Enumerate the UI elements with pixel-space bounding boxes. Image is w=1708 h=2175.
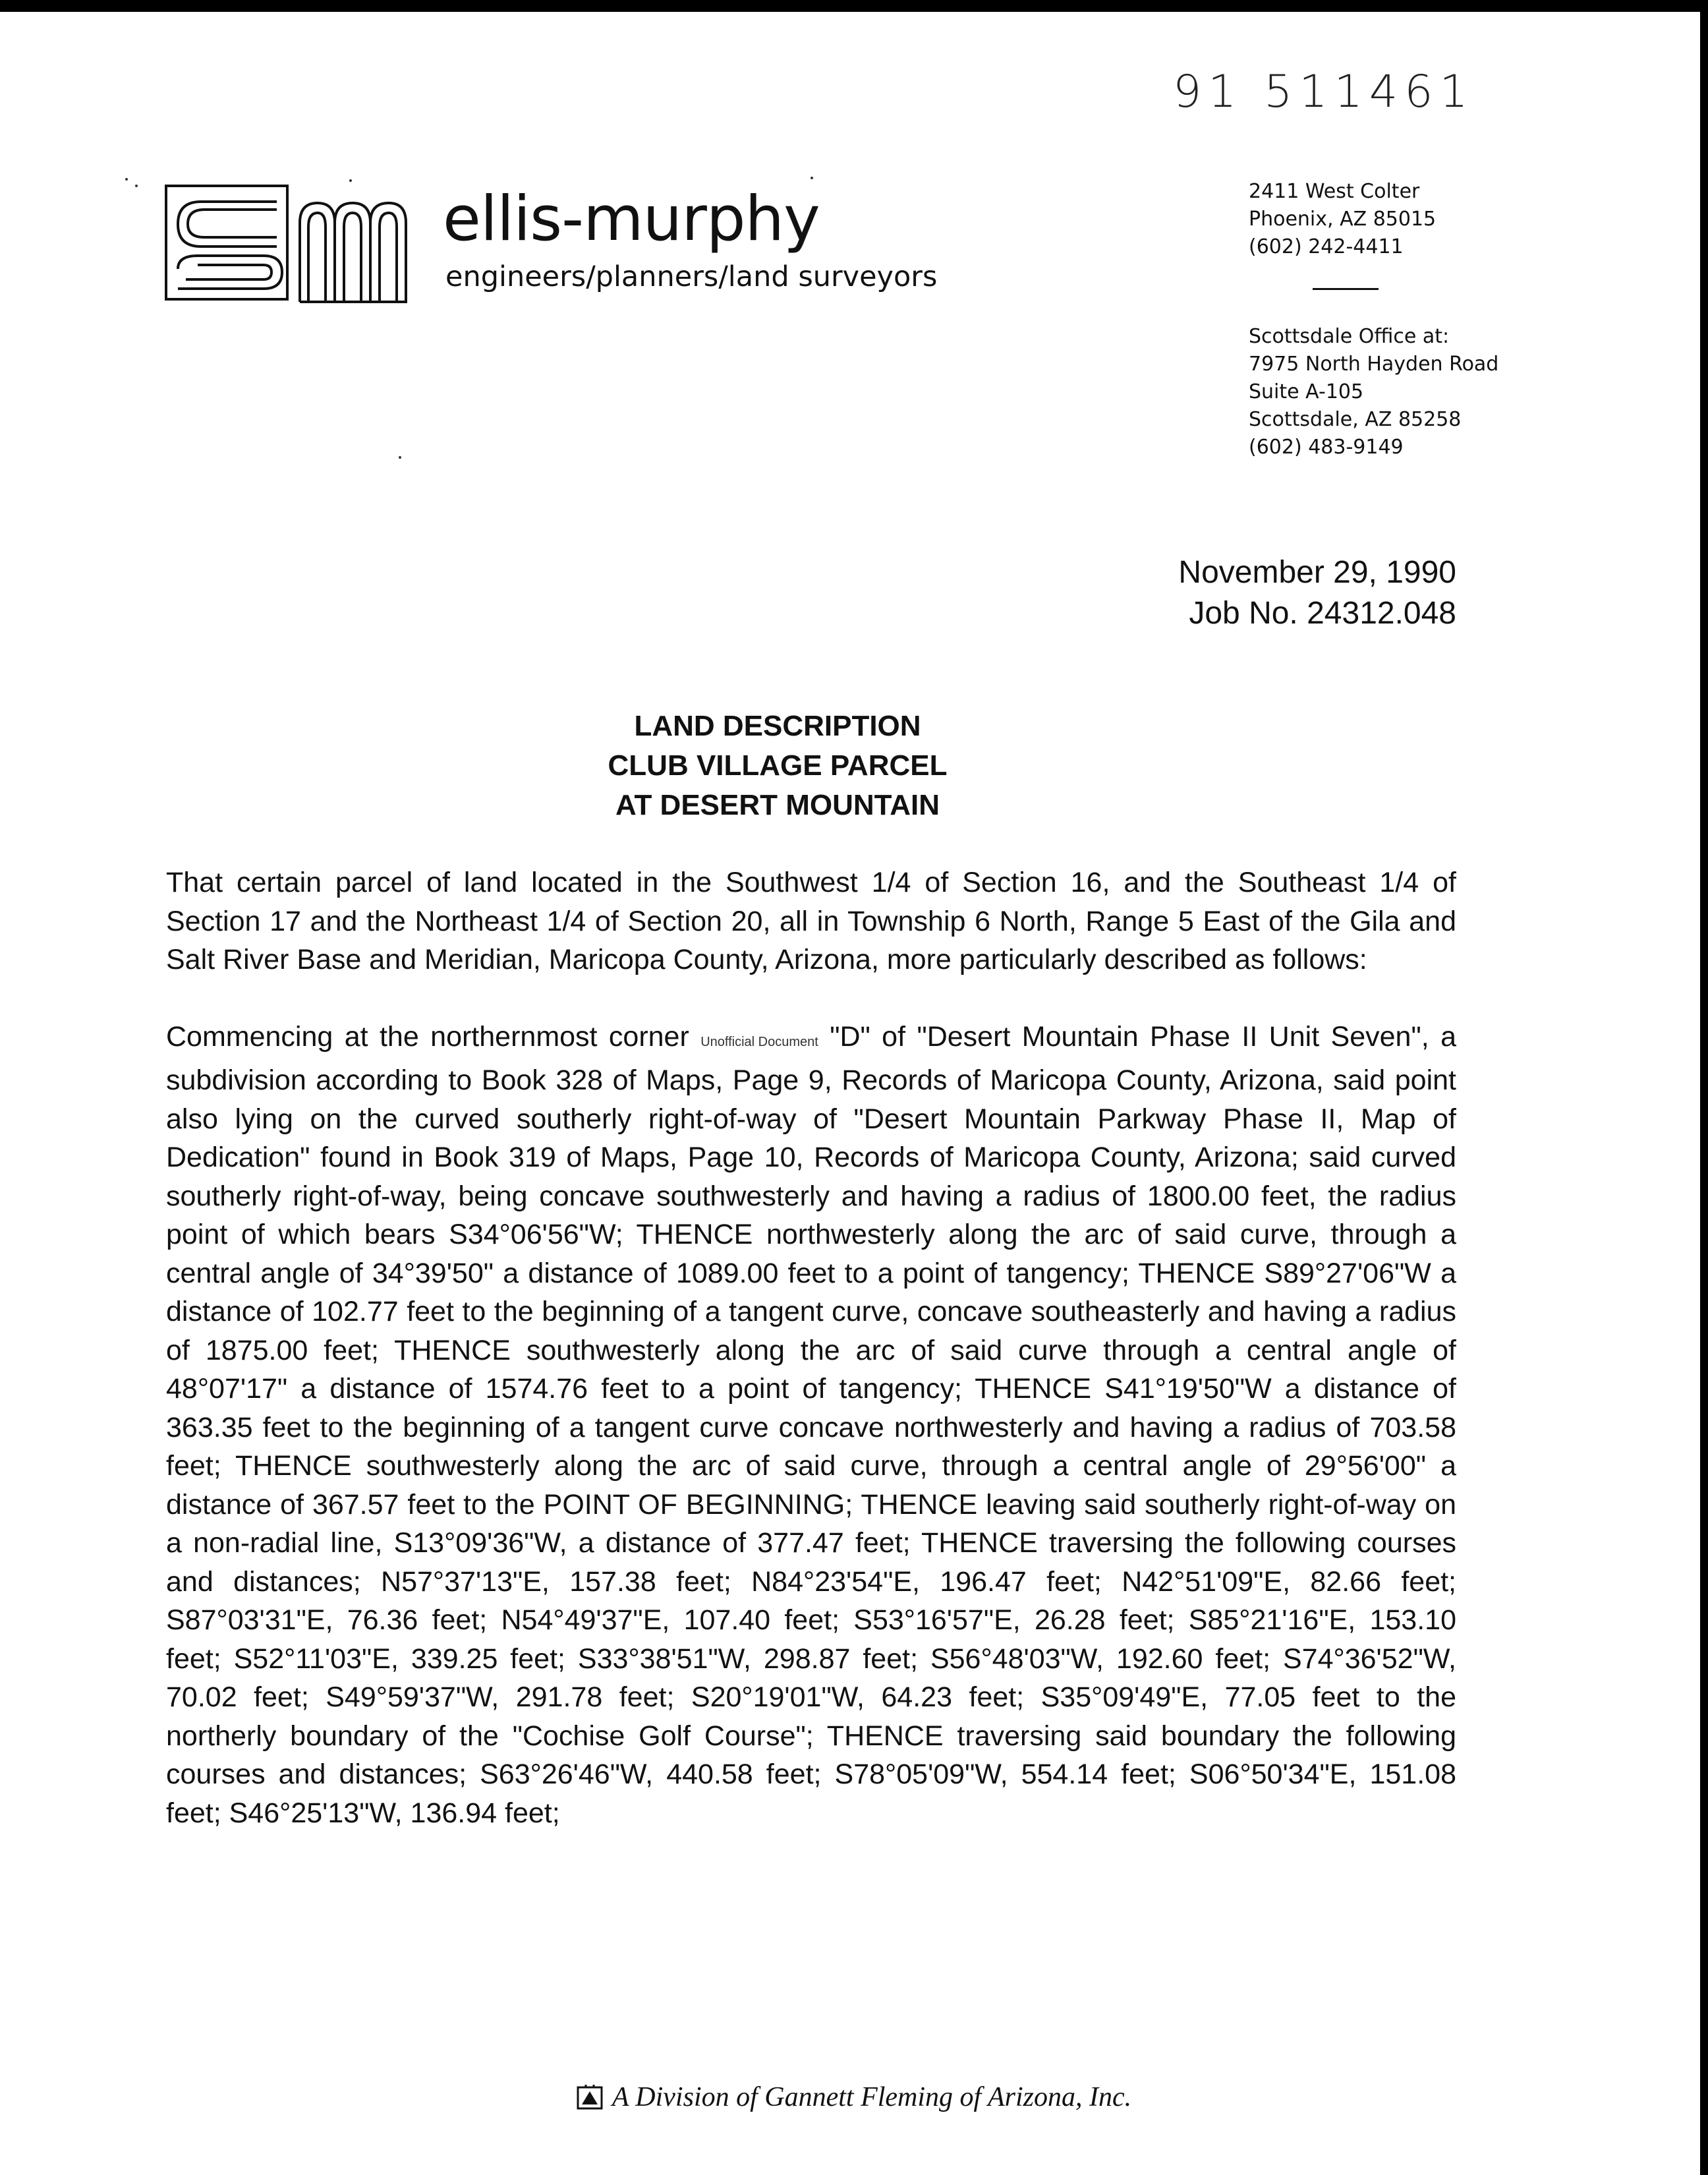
address-divider	[1313, 288, 1379, 290]
company-tagline: engineers/planners/land surveyors	[445, 260, 938, 293]
scan-speck	[125, 178, 128, 181]
scan-speck	[349, 179, 352, 182]
job-number: Job No. 24312.048	[1189, 596, 1456, 631]
date-block	[1178, 552, 1456, 634]
scottsdale-heading: Scottsdale Office at:	[1249, 325, 1450, 348]
scan-speck	[135, 185, 138, 187]
land-description-body	[166, 863, 1456, 1832]
scan-top-border	[0, 0, 1708, 12]
document-number: 91 511461	[1173, 66, 1475, 118]
scottsdale-office-address	[1249, 323, 1498, 461]
scottsdale-suite: Suite A-105	[1249, 380, 1364, 403]
document-date: November 29, 1990	[1178, 555, 1456, 590]
scan-speck	[811, 177, 813, 179]
footer-text: A Division of Gannett Fleming of Arizona, Inc.	[612, 2082, 1132, 2112]
unofficial-document-watermark: Unofficial Document	[700, 1034, 818, 1049]
address-city: Phoenix, AZ 85015	[1249, 208, 1437, 231]
title-line-3: AT DESERT MOUNTAIN	[615, 789, 940, 821]
scottsdale-phone: (602) 483-9149	[1249, 436, 1404, 459]
address-phone: (602) 242-4411	[1249, 235, 1404, 258]
intro-paragraph: That certain parcel of land located in the Southwest 1/4 of Section 16, and the Southeast 1/4 of Section 17 and the Northeast 1/4 of Section 20, all in Township 6 North, Range 5 East of the Gila and Salt River Base and Meridian, Maricopa County, Arizona, more particularly described as follows:	[166, 867, 1456, 975]
scan-right-border	[1700, 0, 1708, 2175]
gannett-fleming-logo-icon	[577, 2083, 603, 2110]
title-line-2: CLUB VILLAGE PARCEL	[608, 749, 948, 782]
scottsdale-city: Scottsdale, AZ 85258	[1249, 408, 1462, 431]
paragraph-rest: "D" of "Desert Mountain Phase II Unit Seven", a subdivision according to Book 328 of Maps, Page 9, Records of Maricopa County, Arizona, said point also lying on the curved southerly right-of-way of "Desert Mountain Parkway Phase II, Map of Dedication" found in Book 319 of Maps, Page 10, Records of Maricopa County, Arizona; said curved southerly right-of-way, being concave southwesterly and having a radius of 1800.00 feet, the radius point of which bears S34°06'56"W; THENCE northwesterly along the arc of said curve, through a central angle of 34°39'50" a distance of 1089.00 feet to a point of tangency; THENCE S89°27'06"W a distance of 102.77 feet to the beginning of a tangent curve, concave southeasterly and having a radius of 1875.00 feet; THENCE southwesterly along the arc of said curve through a central angle of 48°07'17" a distance of 1574.76 feet to a point of tangency; THENCE S41°19'50"W a distance of 363.35 feet to the beginning of a tangent curve concave northwesterly and having a radius of 703.58 feet; THENCE southwesterly along the arc of said curve, through a central angle of 29°56'00" a distance of 367.57 feet to the POINT OF BEGINNING; THENCE leaving said southerly right-of-way on a non-radial line, S13°09'36"W, a distance of 377.47 feet; THENCE traversing the following courses and distances; N57°37'13"E, 157.38 feet; N84°23'54"E, 196.47 feet; N42°51'09"E, 82.66 feet; S87°03'31"E, 76.36 feet; N54°49'37"E, 107.40 feet; S53°16'57"E, 26.28 feet; S85°21'16"E, 153.10 feet; S52°11'03"E, 339.25 feet; S33°38'51"W, 298.87 feet; S56°48'03"W, 192.60 feet; S74°36'52"W, 70.02 feet; S49°59'37"W, 291.78 feet; S20°19'01"W, 64.23 feet; S35°09'49"E, 77.05 feet to the northerly boundary of the "Cochise Golf Course"; THENCE traversing said boundary the following courses and distances; S63°26'46"W, 440.58 feet; S78°05'09"W, 554.14 feet; S06°50'34"E, 151.08 feet; S46°25'13"W, 136.94 feet;	[166, 1020, 1456, 1829]
scan-speck	[399, 456, 401, 459]
document-title	[0, 707, 1555, 825]
footer	[0, 2081, 1708, 2113]
legal-description-paragraph	[166, 1018, 1456, 1833]
main-office-address	[1249, 178, 1436, 261]
address-street: 2411 West Colter	[1249, 180, 1420, 203]
ellis-murphy-logo-icon	[165, 183, 415, 305]
scottsdale-street: 7975 North Hayden Road	[1249, 353, 1499, 376]
title-line-1: LAND DESCRIPTION	[634, 710, 921, 742]
paragraph-start: Commencing at the northernmost corner	[166, 1020, 701, 1053]
company-name: ellis-murphy	[443, 183, 820, 255]
